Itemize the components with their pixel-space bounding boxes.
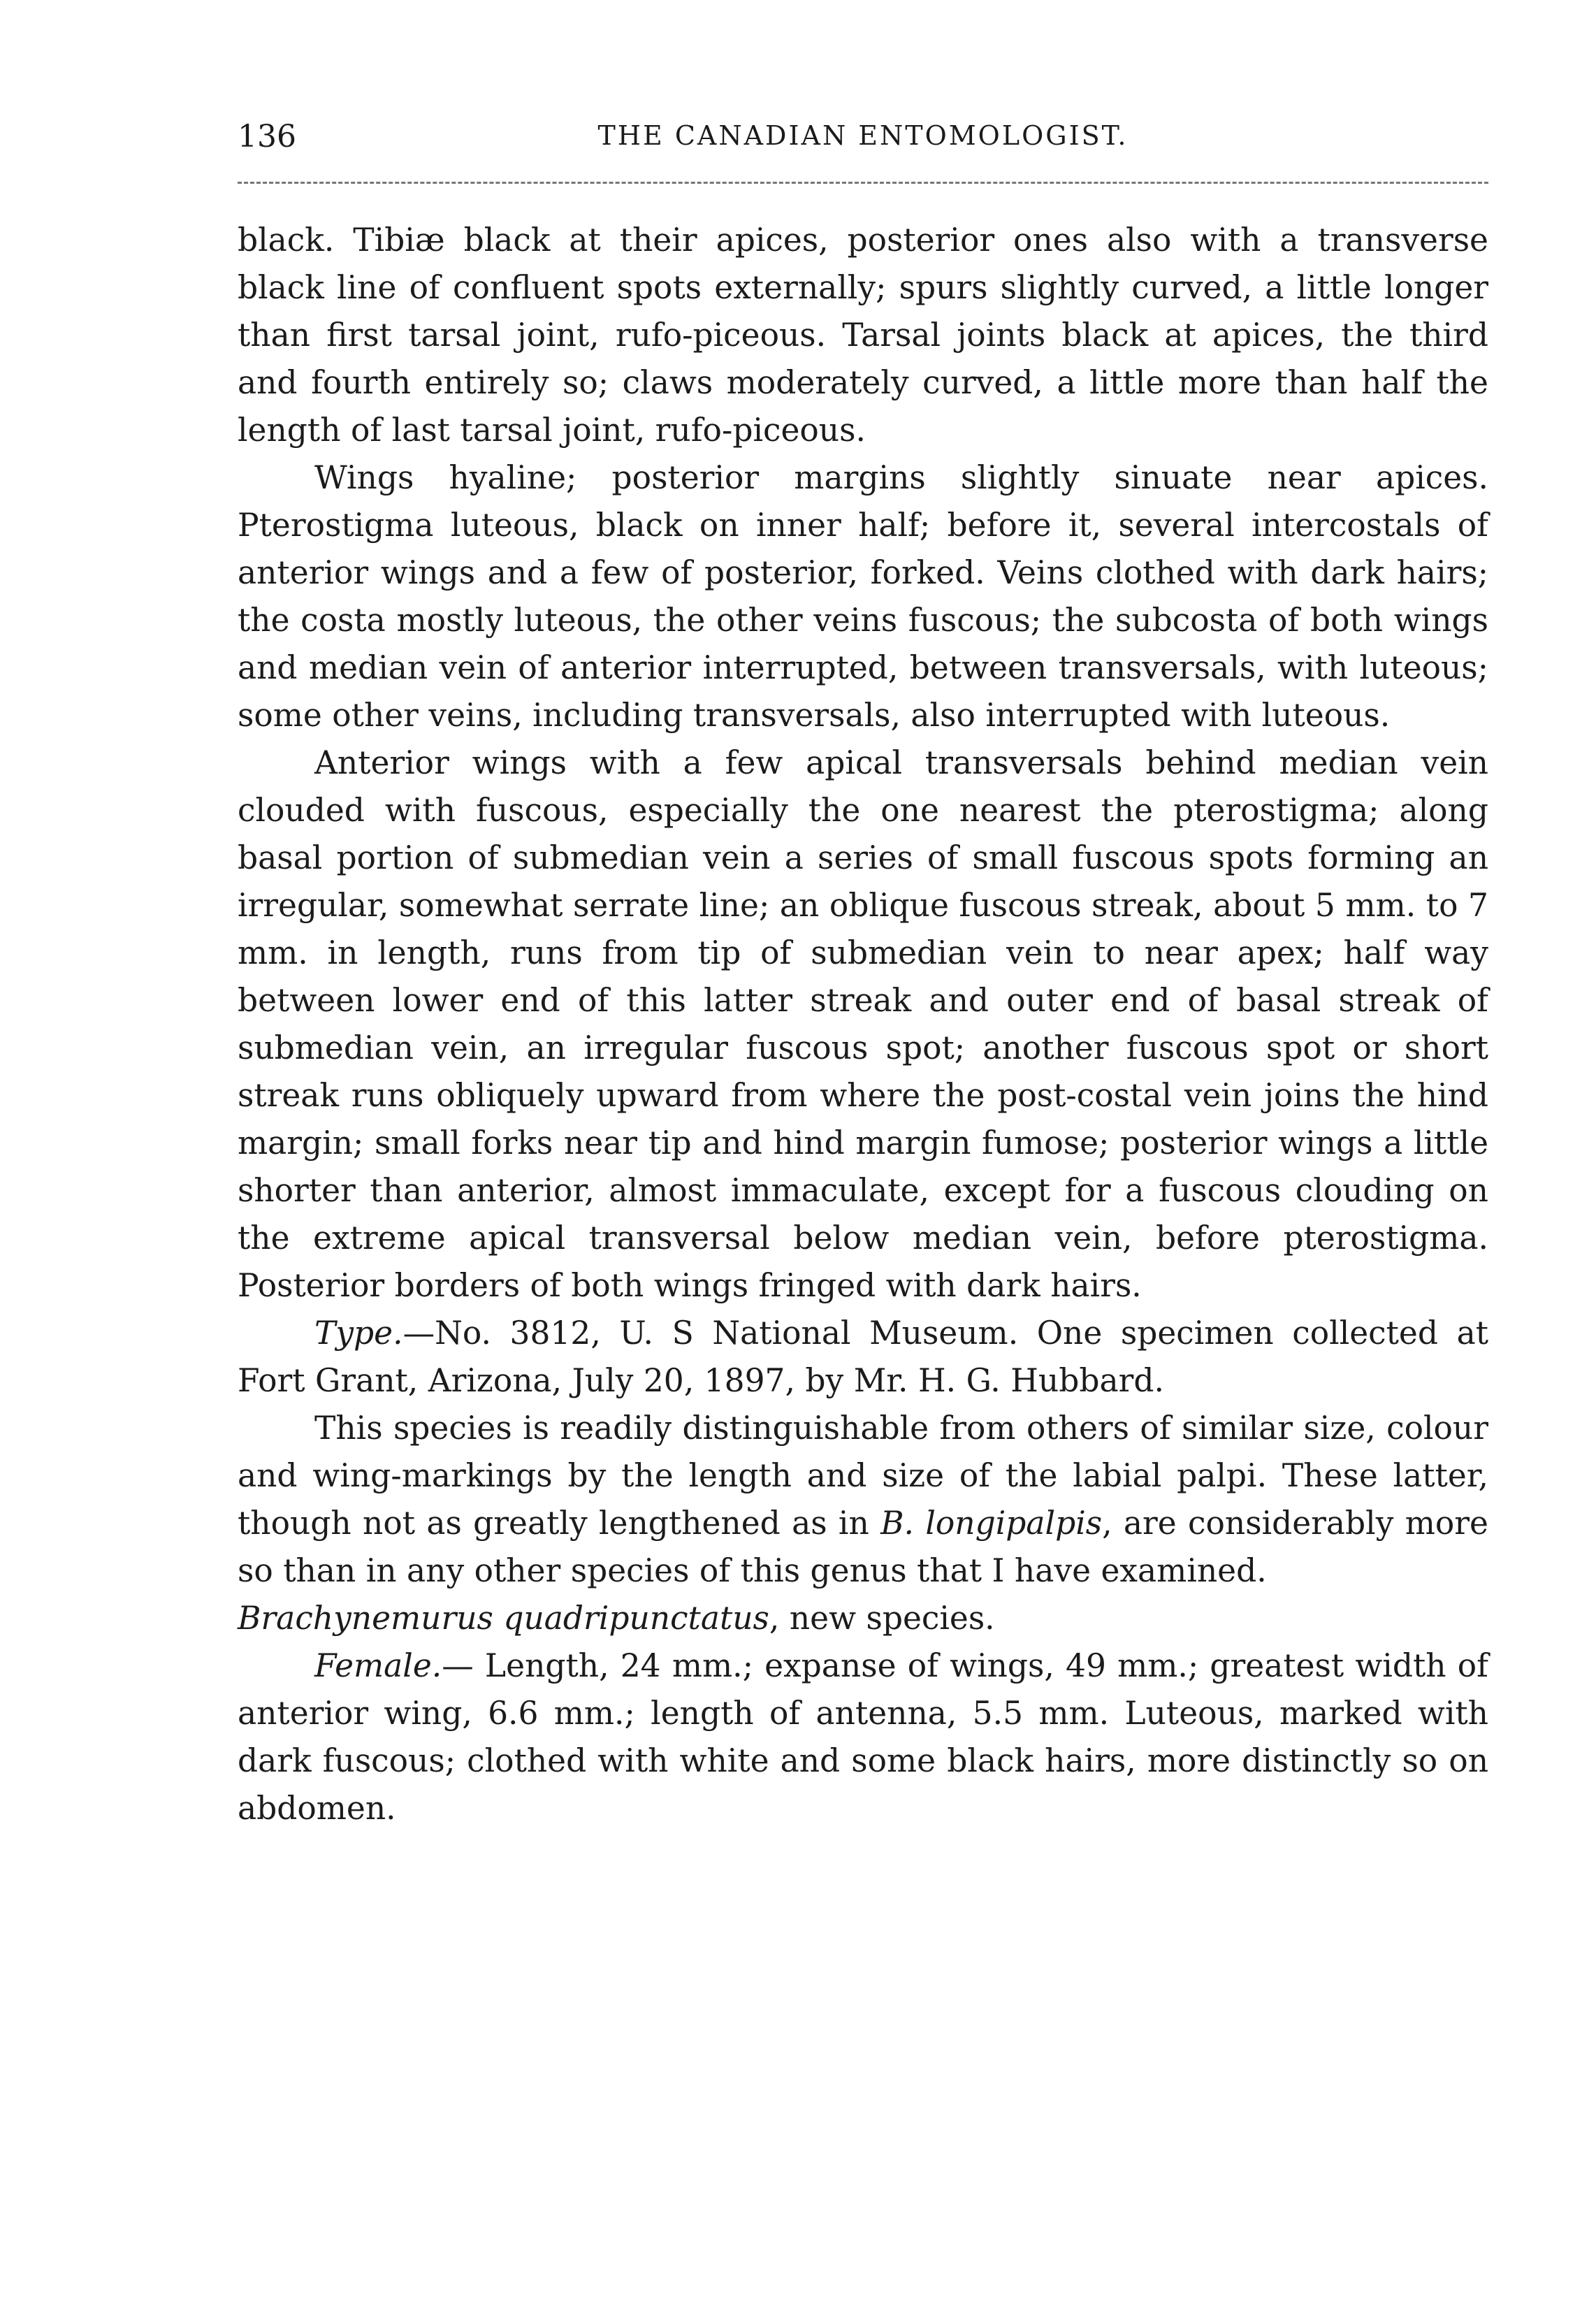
species-name: Brachynemurus quadripunctatus [238,1600,769,1637]
running-title: THE CANADIAN ENTOMOLOGIST. [597,120,1129,151]
type-text: —No. 3812, U. S National Museum. One specimen collected at Fort Grant, Arizona, July 20, 1897, by Mr. H. G. Hubbard. [238,1315,1488,1399]
type-label: Type. [314,1315,403,1352]
species-suffix: , new species. [769,1600,995,1637]
paragraph-wings: Wings hyaline; posterior margins slightly sinuate near apices. Pterostigma luteous, black on inner half; before it, several intercostals of anterior wings and a few of posterior, forked. Veins clothed with dark hairs; the costa mostly luteous, the other veins fuscous; the subcosta of both wings and median vein of anterior interrupted, between transversals, with luteous; some other veins, including transversals, also interrupted with luteous. [238,459,1488,734]
comparison-species-name: B. longipalpis [880,1505,1103,1542]
comparison-text-before: This species is readily distinguishable from others of similar size, colour and wing-markings by the length and size of the labial palpi. These latter, though not as greatly lengthened as in [238,1410,1488,1542]
comparison-text-after: , are considerably more so than in any other species of this genus that I have examined. [238,1505,1488,1589]
document-page [238,105,1488,1827]
female-text: — Length, 24 mm.; expanse of wings, 49 mm.; greatest width of anterior wing, 6.6 mm.; length of antenna, 5.5 mm. Luteous, marked with dark fuscous; clothed with white and some black hairs, more distinctly so on abdomen. [238,1647,1488,1827]
page-number: 136 [238,119,296,154]
paragraph-comparison [238,1405,1488,1595]
body-text [238,217,1488,1832]
paragraph-anterior-wings: Anterior wings with a few apical transversals behind median vein clouded with fuscous, especially the one nearest the pterostigma; along basal portion of submedian vein a series of small fuscous spots forming an irregular, somewhat serrate line; an oblique fuscous streak, about 5 mm. to 7 mm. in length, runs from tip of submedian vein to near apex; half way between lower end of this latter streak and outer end of basal streak of submedian vein, an irregular fuscous spot; another fuscous spot or short streak runs obliquely upward from where the post-costal vein joins the hind margin; small forks near tip and hind margin fumose; posterior wings a little shorter than anterior, almost immaculate, except for a fuscous clouding on the extreme apical transversal below median vein, before pterostigma. Posterior borders of both wings fringed with dark hairs. [238,744,1488,1304]
paragraph-female [238,1642,1488,1832]
header-rule [238,182,1488,184]
female-label: Female. [314,1647,442,1684]
paragraph-type [238,1310,1488,1405]
paragraph-continuation: black. Tibiæ black at their apices, posterior ones also with a transverse black line of confluent spots externally; spurs slightly curved, a little longer than first tarsal joint, rufo-piceous. Tarsal joints black at apices, the third and fourth entirely so; claws moderately curved, a little more than half the length of last tarsal joint, rufo-piceous. [238,222,1488,449]
page-header [238,105,1488,168]
species-heading [238,1595,1488,1642]
